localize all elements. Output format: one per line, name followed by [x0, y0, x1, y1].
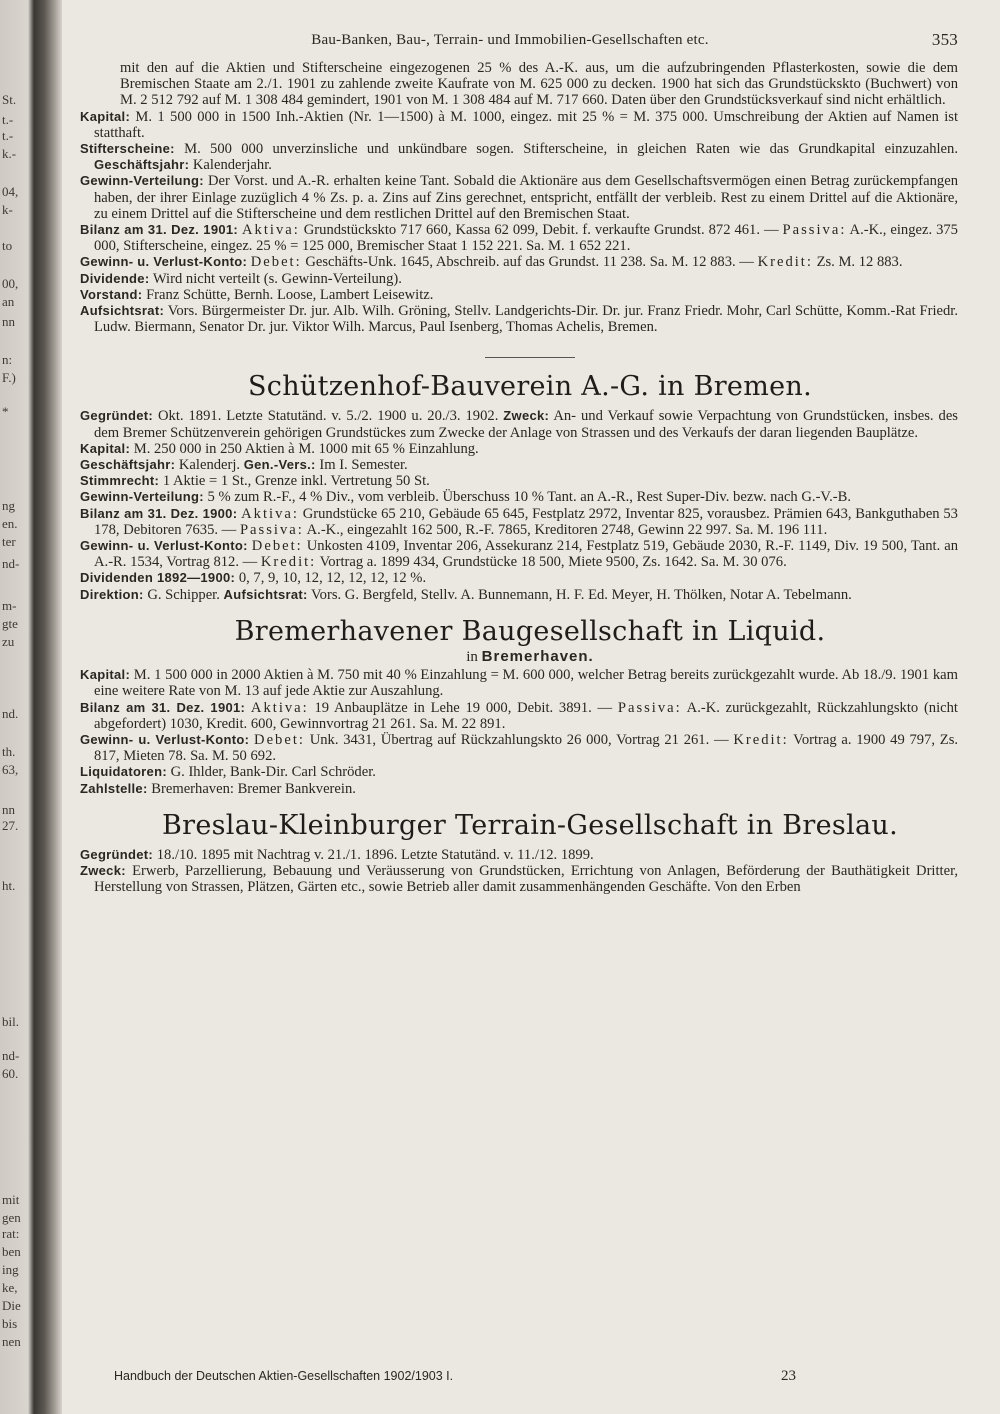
company-title: Breslau-Kleinburger Terrain-Gesellschaft in Breslau.	[162, 809, 898, 841]
margin-fragment: nd-	[2, 1048, 20, 1063]
page-footer	[114, 1368, 796, 1384]
entry1-gegruendet: Gegründet: Okt. 1891. Letzte Statutänd. v. 5./2. 1900 u. 20./3. 1902. Zweck: An- und Verkauf sowie Verpachtung von Grundstücken, insbes. des dem Bremer Schützenverein gehörigen Grundstückes zum Zwecke der Anlage von Strassen und des Verkaufs der daran liegenden Bauplätze.	[80, 408, 958, 441]
entry1-stimmrecht: Stimmrecht: 1 Aktie = 1 St., Grenze inkl. Vertretung 50 St.	[80, 473, 430, 490]
margin-fragment: rat:	[2, 1226, 20, 1241]
margin-fragment: 04,	[2, 184, 19, 199]
margin-fragment: ke,	[2, 1280, 18, 1295]
entry0-gewinn-verteilung: Gewinn-Verteilung: Der Vorst. und A.-R. erhalten keine Tant. Sobald die Aktionäre aus dem Gesellschaftsvermögen einen Betrag zurückempfangen haben, der ihrer Einlage zuzüglich 4 % Zs. p. a. Zins auf Zins gerechnet, entspricht, entfällt der verbleib. Rest zu einem Drittel auf die Aktionäre, zu einem Drittel auf die Stifterscheine und dem restlichen Drittel auf den Bremischen Staat.	[80, 173, 958, 222]
entry2-guv: Gewinn- u. Verlust-Konto: Debet: Unk. 3431, Übertrag auf Rückzahlungskto 26 000, Vortrag 21 261. — Kredit: Vortrag a. 1900 49 797, Zs. 817, Mieten 78. Sa. M. 50 692.	[80, 731, 959, 765]
entry3-zweck: Zweck: Erwerb, Parzellierung, Bebauung und Veräusserung von Grundstücken, Errichtung von Anlagen, Beförderung der Bauthätigkeit Dritter, Herstellung von Strassen, Plätzen, Gärten etc., sowie Betrieb aller damit zusammenhängenden Geschäfte. Von den Erben	[80, 862, 958, 896]
entry-continued	[74, 60, 986, 335]
entry1-gewinn-verteilung: Gewinn-Verteilung: 5 % zum R.-F., 4 % Div., vom verbleib. Überschuss 10 % Tant. an A.-R., Rest Super-Div. bezw. nach G.-V.-B.	[80, 489, 851, 506]
entry1-dividenden: Dividenden 1892—1900: 0, 7, 9, 10, 12, 12, 12, 12, 12 %.	[80, 570, 427, 587]
margin-fragment: 27.	[2, 818, 19, 833]
margin-fragment: bis	[2, 1316, 18, 1331]
margin-fragment: nn	[2, 802, 15, 817]
footer-source: Handbuch der Deutschen Aktien-Gesellschaften 1902/1903 I.	[114, 1368, 454, 1383]
entry1-guv: Gewinn- u. Verlust-Konto: Debet: Unkosten 4109, Inventar 206, Assekuranz 214, Festplatz 519, Gebäude 2030, R.-F. 1149, Div. 19 500, Tant. an A.-R. 1534, Vortrag 812. — Kredit: Vortrag a. 1899 434, Grundstücke 18 500, Miete 9500, Zs. 1642. Sa. M. 30 076.	[80, 538, 958, 571]
left-margin-fragments	[0, 0, 34, 1414]
section-divider	[485, 357, 575, 358]
margin-fragment: St.	[2, 92, 17, 107]
entry1-direktion: Direktion: G. Schipper. Aufsichtsrat: Vors. G. Bergfeld, Stellv. A. Bunnemann, H. F. Ed. Meyer, H. Thölken, Notar A. Tebelmann.	[80, 586, 852, 603]
entry0-aufsichtsrat: Aufsichtsrat: Vors. Bürgermeister Dr. jur. Alb. Wilh. Gröning, Stellv. Landgerichts-Dir. Dr. jur. Franz Friedr. Mohr, Carl Schütte, Komm.-Rat Friedr. Ludw. Biermann, Senator Dr. jur. Viktor Wilh. Marcus, Paul Isenberg, Thomas Achelis, Bremen.	[80, 303, 959, 336]
margin-fragment: k-	[2, 202, 13, 217]
margin-fragment: ing	[2, 1262, 19, 1277]
margin-fragment: gen	[2, 1210, 21, 1225]
entry0-bilanz: Bilanz am 31. Dez. 1901: Aktiva: Grundstückskto 717 660, Kassa 62 099, Debit. f. verkaufte Grundst. 872 461. — Passiva: A.-K., eingez. 375 000, Stifterscheine, eingez. 25 % = 125 000, Bremischer Staat 1 152 221. Sa. M. 1 652 221.	[80, 222, 958, 255]
margin-fragment: ht.	[2, 878, 16, 893]
entry2-bilanz: Bilanz am 31. Dez. 1901: Aktiva: 19 Anbauplätze in Lehe 19 000, Debit. 3891. — Passiva: A.-K. zurückgezahlt, Rückzahlungskto (nicht abgefordert) 1030, Kredit. 600, Gewinnvortrag 21 261. Sa. M. 22 891.	[80, 699, 958, 732]
margin-fragment: ter	[2, 534, 16, 549]
margin-fragment: t.-	[2, 112, 14, 127]
margin-fragment: m-	[2, 598, 17, 613]
margin-fragment: th.	[2, 744, 16, 759]
margin-fragment: gte	[2, 616, 18, 631]
entry1-kapital: Kapital: M. 250 000 in 250 Aktien à M. 1000 mit 65 % Einzahlung.	[80, 440, 479, 457]
margin-fragment: nen	[2, 1334, 21, 1349]
entry-schuetzenhof	[74, 372, 986, 602]
entry0-kapital: Kapital: M. 1 500 000 in 1500 Inh.-Aktien (Nr. 1—1500) à M. 1000, eingez. mit 25 % = M. 375 000. Umschreibung der Aktien auf Namen ist statthaft.	[80, 108, 958, 141]
company-title: Bremerhavener Baugesellschaft in Liquid.	[234, 615, 826, 647]
entry-bremerhavener	[74, 617, 986, 797]
entry1-bilanz: Bilanz am 31. Dez. 1900: Aktiva: Grundstücke 65 210, Gebäude 65 645, Festplatz 2972, Inventar 825, vorausbez. Prämien 643, Bankguthaben 53 178, Debitoren 7635. — Passiva: A.-K., eingezahlt 162 500, R.-F. 7865, Kreditoren 2748, Gewinn 22 997. Sa. M. 196 111.	[80, 505, 958, 538]
margin-fragment: Die	[2, 1298, 21, 1313]
page-number: 353	[931, 30, 958, 49]
margin-fragment: mit	[2, 1192, 20, 1207]
company-title: Schützenhof-Bauverein A.-G. in Bremen.	[248, 371, 812, 403]
margin-fragment: n:	[2, 352, 13, 367]
entry0-intro: mit den auf die Aktien und Stifterscheine eingezogenen 25 % des A.-K. aus, um die aufzubringenden Pflasterkosten, sowie die dem Bremischen Staate am 2./1. 1901 zu zahlende zweite Kaufrate von M. 625 000 zu decken. 1900 hat sich das Grundstückskto (Buchwert) von M. 2 512 792 auf M. 1 308 484 gemindert, 1901 von M. 1 308 484 auf M. 717 660. Daten über den Grundstücksverkauf sind nicht erhältlich.	[120, 60, 958, 109]
running-title: Bau-Banken, Bau-, Terrain- und Immobilien-Gesellschaften etc.	[311, 32, 709, 48]
margin-fragment: an	[2, 294, 15, 309]
entry0-dividende: Dividende: Wird nicht verteilt (s. Gewinn-Verteilung).	[80, 270, 402, 287]
company-location: in Bremerhaven.	[466, 647, 594, 665]
entry0-stifterscheine: Stifterscheine: M. 500 000 unverzinsliche und unkündbare sogen. Stifterscheine, in gleichen Raten wie das Grundkapital einzuzahlen. Geschäftsjahr: Kalenderjahr.	[80, 141, 958, 174]
entry3-gegruendet: Gegründet: 18./10. 1895 mit Nachtrag v. 21./1. 1896. Letzte Statutänd. v. 11./12. 1899.	[80, 846, 594, 863]
entry0-guv: Gewinn- u. Verlust-Konto: Debet: Geschäfts-Unk. 1645, Abschreib. auf das Grundst. 11 238. Sa. M. 12 883. — Kredit: Zs. M. 12 883.	[80, 254, 903, 271]
margin-fragment: nn	[2, 314, 15, 329]
margin-fragment: ben	[2, 1244, 21, 1259]
margin-fragment: 63,	[2, 762, 19, 777]
margin-fragment: t.-	[2, 128, 14, 143]
margin-fragment: 60.	[2, 1066, 19, 1081]
entry1-geschaeftsjahr: Geschäftsjahr: Kalenderj. Gen.-Vers.: Im I. Semester.	[80, 457, 408, 474]
margin-fragment: ng	[2, 498, 15, 513]
entry2-kapital: Kapital: M. 1 500 000 in 2000 Aktien à M. 750 mit 40 % Einzahlung = M. 600 000, welcher Betrag bereits zurückgezahlt wurde. Ab 18./9. 1901 kam eine weitere Rate von M. 13 auf jede Aktie zur Auszahlung.	[80, 667, 958, 700]
entry2-liquidatoren: Liquidatoren: G. Ihlder, Bank-Dir. Carl Schröder.	[80, 764, 376, 781]
entry-breslau	[74, 811, 986, 896]
margin-fragment: to	[2, 238, 13, 253]
margin-fragment: *	[2, 404, 9, 419]
margin-fragment: en.	[2, 516, 18, 531]
margin-fragment: bil.	[2, 1014, 19, 1029]
document-page	[74, 32, 986, 1392]
entry0-vorstand: Vorstand: Franz Schütte, Bernh. Loose, Lambert Leisewitz.	[80, 286, 434, 303]
margin-fragment: nd.	[2, 706, 19, 721]
footer-signature: 23	[781, 1367, 796, 1384]
entry2-zahlstelle: Zahlstelle: Bremerhaven: Bremer Bankverein.	[80, 780, 356, 797]
margin-fragment: k.-	[2, 146, 17, 161]
margin-fragment: F.)	[2, 370, 16, 385]
margin-fragment: nd-	[2, 556, 20, 571]
margin-fragment: 00,	[2, 276, 19, 291]
running-header	[74, 32, 986, 60]
margin-fragment: zu	[2, 634, 15, 649]
